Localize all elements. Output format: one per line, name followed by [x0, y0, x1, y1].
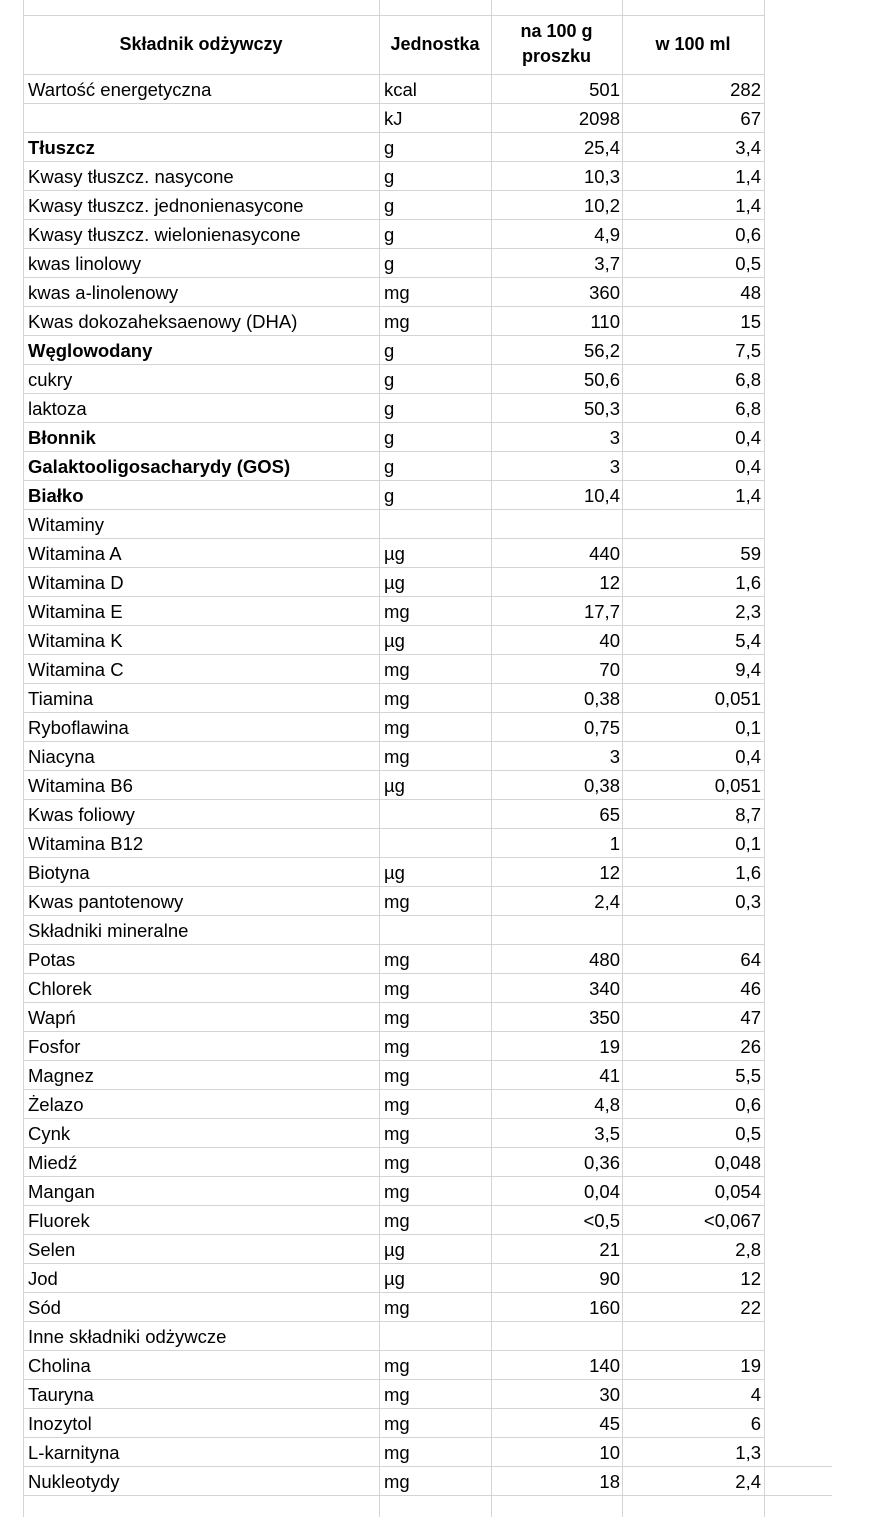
value-per-100g: 140	[589, 1355, 620, 1376]
nutrient-unit: mg	[384, 1065, 410, 1086]
nutrient-unit: g	[384, 340, 395, 361]
value-per-100ml: 1,4	[735, 485, 761, 506]
value-per-100ml: 1,6	[735, 572, 761, 593]
nutrient-unit: g	[384, 456, 395, 477]
nutrient-unit: g	[384, 166, 395, 187]
value-per-100g: 30	[599, 1384, 620, 1405]
row-divider	[23, 15, 764, 16]
value-per-100ml: <0,067	[703, 1210, 761, 1231]
nutrient-name: Witamina E	[28, 601, 123, 622]
value-per-100g: 340	[589, 978, 620, 999]
value-per-100g: 45	[599, 1413, 620, 1434]
value-per-100ml: 7,5	[735, 340, 761, 361]
value-per-100g: 21	[599, 1239, 620, 1260]
value-per-100g: 0,36	[583, 1152, 620, 1173]
nutrient-name: Inozytol	[28, 1413, 92, 1434]
value-per-100g: 160	[589, 1297, 620, 1318]
value-per-100ml: 1,4	[735, 166, 761, 187]
nutrient-unit: g	[384, 224, 395, 245]
value-per-100g: 65	[599, 804, 620, 825]
nutrient-unit: mg	[384, 1355, 410, 1376]
nutrient-unit: mg	[384, 1181, 410, 1202]
nutrient-name: Miedź	[28, 1152, 78, 1173]
nutrient-unit: µg	[384, 1239, 405, 1260]
nutrient-unit: g	[384, 253, 395, 274]
nutrient-unit: mg	[384, 1297, 410, 1318]
nutrient-name: Białko	[28, 485, 84, 506]
nutrient-name: Węglowodany	[28, 340, 153, 361]
nutrient-name: Kwas foliowy	[28, 804, 135, 825]
nutrient-name: Witamina D	[28, 572, 124, 593]
nutrient-name: Nukleotydy	[28, 1471, 120, 1492]
nutrient-name: kwas a-linolenowy	[28, 282, 179, 303]
value-per-100ml: 0,1	[735, 833, 761, 854]
nutrient-unit: µg	[384, 1268, 405, 1289]
value-per-100g: 50,3	[583, 398, 620, 419]
nutrient-name: Kwasy tłuszcz. nasycone	[28, 166, 234, 187]
value-per-100ml: 2,8	[735, 1239, 761, 1260]
value-per-100ml: 48	[740, 282, 761, 303]
header-per100ml: w 100 ml	[655, 34, 731, 54]
value-per-100ml: 19	[740, 1355, 761, 1376]
value-per-100ml: 59	[740, 543, 761, 564]
value-per-100g: 2098	[578, 108, 620, 129]
value-per-100g: 4,9	[594, 224, 620, 245]
nutrient-unit: mg	[384, 978, 410, 999]
nutrient-unit: mg	[384, 1210, 410, 1231]
column-divider	[764, 0, 765, 1517]
value-per-100ml: 0,6	[735, 1094, 761, 1115]
nutrient-unit: mg	[384, 1094, 410, 1115]
nutrient-unit: g	[384, 398, 395, 419]
value-per-100ml: 0,051	[714, 775, 761, 796]
nutrient-name: Kwas dokozaheksaenowy (DHA)	[28, 311, 298, 332]
nutrient-name: Kwasy tłuszcz. wielonienasycone	[28, 224, 301, 245]
nutrient-unit: mg	[384, 311, 410, 332]
value-per-100g: 3,5	[594, 1123, 620, 1144]
nutrient-unit: mg	[384, 746, 410, 767]
value-per-100g: 440	[589, 543, 620, 564]
value-per-100ml: 1,6	[735, 862, 761, 883]
value-per-100g: 0,38	[583, 688, 620, 709]
nutrient-name: Potas	[28, 949, 76, 970]
nutrient-name: Tiamina	[28, 688, 94, 709]
value-per-100ml: 0,5	[735, 1123, 761, 1144]
nutrient-name: Magnez	[28, 1065, 94, 1086]
nutrient-name: Witamina B12	[28, 833, 144, 854]
value-per-100ml: 8,7	[735, 804, 761, 825]
value-per-100g: <0,5	[583, 1210, 620, 1231]
value-per-100ml: 47	[740, 1007, 761, 1028]
value-per-100g: 3	[609, 427, 620, 448]
nutrient-name: Cynk	[28, 1123, 71, 1144]
value-per-100ml: 9,4	[735, 659, 761, 680]
nutrient-name: Witamina B6	[28, 775, 133, 796]
nutrient-name: Selen	[28, 1239, 76, 1260]
value-per-100g: 110	[590, 311, 620, 332]
header-per100g-line2: proszku	[521, 46, 591, 66]
value-per-100ml: 67	[740, 108, 761, 129]
nutrient-unit: mg	[384, 949, 410, 970]
value-per-100ml: 46	[740, 978, 761, 999]
value-per-100ml: 12	[740, 1268, 761, 1289]
value-per-100g: 501	[589, 79, 620, 100]
nutrient-name: Witamina C	[28, 659, 124, 680]
value-per-100ml: 0,048	[714, 1152, 761, 1173]
nutrient-name: Tauryna	[28, 1384, 94, 1405]
value-per-100g: 0,04	[583, 1181, 620, 1202]
nutrient-unit: mg	[384, 1036, 410, 1057]
nutrient-unit: g	[384, 195, 395, 216]
value-per-100g: 3	[609, 456, 620, 477]
nutrient-name: Cholina	[28, 1355, 91, 1376]
nutrient-name: Kwasy tłuszcz. jednonienasycone	[28, 195, 304, 216]
nutrient-name: Witaminy	[28, 514, 105, 535]
nutrient-unit: kJ	[384, 108, 403, 129]
value-per-100ml: 6	[750, 1413, 761, 1434]
value-per-100ml: 5,4	[735, 630, 761, 651]
value-per-100ml: 22	[740, 1297, 761, 1318]
value-per-100g: 17,7	[583, 601, 620, 622]
value-per-100ml: 6,8	[735, 369, 761, 390]
nutrient-unit: mg	[384, 688, 410, 709]
nutrient-unit: mg	[384, 282, 410, 303]
value-per-100g: 10	[599, 1442, 620, 1463]
nutrient-name: Wartość energetyczna	[28, 79, 212, 100]
value-per-100ml: 2,4	[735, 1471, 761, 1492]
value-per-100g: 19	[599, 1036, 620, 1057]
nutrient-name: Mangan	[28, 1181, 95, 1202]
nutrient-name: Witamina A	[28, 543, 122, 564]
nutrient-name: Inne składniki odżywcze	[28, 1326, 227, 1347]
nutrient-unit: mg	[384, 601, 410, 622]
nutrient-name: Biotyna	[28, 862, 90, 883]
value-per-100ml: 0,5	[735, 253, 761, 274]
value-per-100ml: 0,1	[735, 717, 761, 738]
nutrient-unit: µg	[384, 862, 405, 883]
value-per-100g: 12	[599, 572, 620, 593]
nutrient-name: Chlorek	[28, 978, 92, 999]
value-per-100g: 18	[599, 1471, 620, 1492]
nutrient-unit: g	[384, 137, 395, 158]
value-per-100g: 4,8	[594, 1094, 620, 1115]
nutrient-unit: µg	[384, 543, 405, 564]
header-unit: Jednostka	[390, 34, 480, 54]
value-per-100ml: 4	[750, 1384, 761, 1405]
nutrient-name: Kwas pantotenowy	[28, 891, 184, 912]
nutrient-name: Składniki mineralne	[28, 920, 189, 941]
value-per-100ml: 15	[740, 311, 761, 332]
value-per-100g: 70	[599, 659, 620, 680]
nutrient-unit: mg	[384, 1384, 410, 1405]
value-per-100ml: 3,4	[735, 137, 761, 158]
value-per-100ml: 0,6	[735, 224, 761, 245]
value-per-100g: 56,2	[583, 340, 620, 361]
nutrient-unit: mg	[384, 891, 410, 912]
header-per100g	[491, 19, 622, 69]
nutrient-unit: mg	[384, 1442, 410, 1463]
nutrient-name: Galaktooligosacharydy (GOS)	[28, 456, 291, 477]
nutrient-name: Sód	[28, 1297, 61, 1318]
value-per-100g: 25,4	[583, 137, 620, 158]
value-per-100ml: 5,5	[735, 1065, 761, 1086]
header-per100g-line1: na 100 g	[520, 21, 593, 41]
value-per-100g: 12	[599, 862, 620, 883]
value-per-100ml: 0,054	[714, 1181, 761, 1202]
value-per-100g: 41	[599, 1065, 620, 1086]
value-per-100g: 10,2	[583, 195, 620, 216]
nutrient-name: L-karnityna	[28, 1442, 120, 1463]
column-divider	[379, 0, 380, 1517]
value-per-100ml: 26	[740, 1036, 761, 1057]
nutrient-name: Niacyna	[28, 746, 95, 767]
value-per-100g: 90	[599, 1268, 620, 1289]
nutrient-name: Fluorek	[28, 1210, 90, 1231]
value-per-100g: 350	[589, 1007, 620, 1028]
value-per-100g: 2,4	[594, 891, 620, 912]
value-per-100g: 3	[609, 746, 620, 767]
nutrient-unit: mg	[384, 1152, 410, 1173]
nutrient-unit: mg	[384, 1123, 410, 1144]
nutrient-name: kwas linolowy	[28, 253, 142, 274]
column-divider	[23, 0, 24, 1517]
value-per-100g: 1	[609, 833, 620, 854]
value-per-100g: 0,38	[583, 775, 620, 796]
nutrient-name: Jod	[28, 1268, 58, 1289]
nutrient-unit: mg	[384, 659, 410, 680]
value-per-100g: 50,6	[583, 369, 620, 390]
value-per-100ml: 6,8	[735, 398, 761, 419]
value-per-100ml: 2,3	[735, 601, 761, 622]
nutrient-unit: µg	[384, 630, 405, 651]
nutrient-unit: µg	[384, 572, 405, 593]
value-per-100g: 40	[599, 630, 620, 651]
nutrient-unit: g	[384, 369, 395, 390]
value-per-100ml: 0,051	[714, 688, 761, 709]
nutrient-unit: kcal	[384, 79, 417, 100]
nutrient-name: Ryboflawina	[28, 717, 129, 738]
value-per-100g: 3,7	[594, 253, 620, 274]
value-per-100ml: 0,4	[735, 746, 761, 767]
nutrient-unit: g	[384, 485, 395, 506]
value-per-100ml: 1,4	[735, 195, 761, 216]
nutrient-unit: µg	[384, 775, 405, 796]
value-per-100ml: 0,4	[735, 456, 761, 477]
nutrient-name: Tłuszcz	[28, 137, 95, 158]
nutrient-unit: mg	[384, 1007, 410, 1028]
value-per-100g: 360	[589, 282, 620, 303]
nutrient-name: Błonnik	[28, 427, 96, 448]
value-per-100ml: 0,3	[735, 891, 761, 912]
nutrient-unit: mg	[384, 1471, 410, 1492]
value-per-100ml: 0,4	[735, 427, 761, 448]
value-per-100g: 10,4	[583, 485, 620, 506]
value-per-100g: 10,3	[583, 166, 620, 187]
nutrient-name: laktoza	[28, 398, 87, 419]
value-per-100g: 480	[589, 949, 620, 970]
nutrient-unit: mg	[384, 1413, 410, 1434]
nutrient-name: Żelazo	[28, 1094, 84, 1115]
value-per-100ml: 282	[730, 79, 761, 100]
nutrient-name: Witamina K	[28, 630, 123, 651]
nutrient-unit: mg	[384, 717, 410, 738]
nutrient-name: Wapń	[28, 1007, 76, 1028]
value-per-100g: 0,75	[583, 717, 620, 738]
value-per-100ml: 64	[740, 949, 761, 970]
nutrient-name: Fosfor	[28, 1036, 81, 1057]
nutrient-name: cukry	[28, 369, 73, 390]
header-name: Składnik odżywczy	[119, 34, 283, 54]
nutrient-unit: g	[384, 427, 395, 448]
value-per-100ml: 1,3	[735, 1442, 761, 1463]
